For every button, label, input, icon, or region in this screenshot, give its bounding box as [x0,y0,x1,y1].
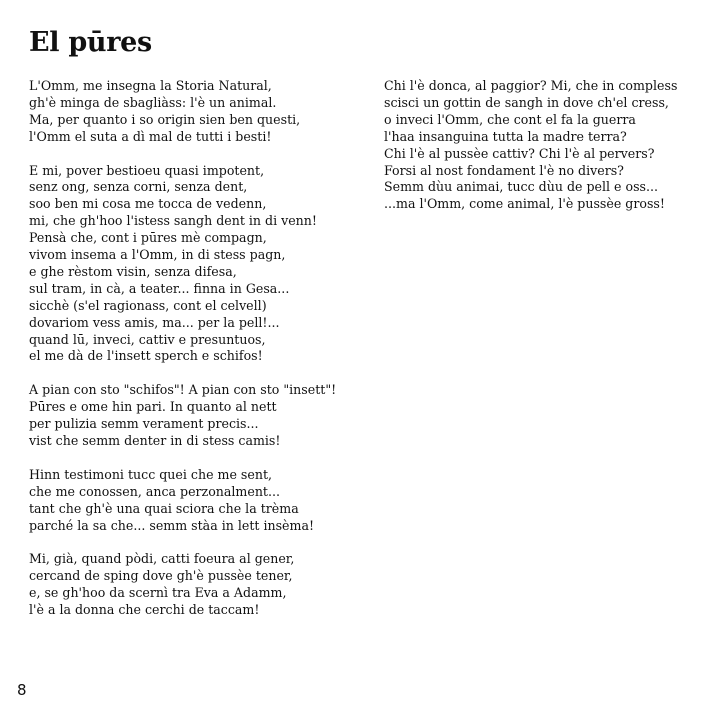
verse-line: e, se gh'hoo da scernì tra Eva a Adamm, [29,585,287,601]
verse-line: mi, che gh'hoo l'istess sangh dent in di venn! [29,213,317,229]
stanza [29,382,336,450]
poem-column-left [29,78,336,619]
verse-line: A pian con sto "schifos"! A pian con sto "insett"! [29,382,337,398]
verse-line: l'è a la donna che cerchi de taccam! [29,602,260,618]
verse-line: el me dà de l'insett sperch e schifos! [29,348,263,364]
verse-line: soo ben mi cosa me tocca de vedenn, [29,196,267,212]
verse-line: Chi l'è al pussèe cattiv? Chi l'è al pervers? [384,145,655,161]
verse-line: per pulizia semm verament precis... [29,416,259,432]
page-number: 8 [17,681,27,699]
verse-line: e ghe rèstom visin, senza difesa, [29,263,237,279]
verse-line: Ma, per quanto i so origin sien ben questi, [29,111,301,127]
verse-line: senz ong, senza corni, senza dent, [29,179,248,195]
poem-column-right [384,78,677,213]
verse-line: Pensà che, cont i pūres mè compagn, [29,230,267,246]
verse-line: parché la sa che... semm stàa in lett insèma! [29,517,315,533]
verse-line: Pūres e ome hin pari. In quanto al nett [29,399,277,415]
stanza [384,78,677,213]
stanza [29,78,336,146]
verse-line: Forsi al nost fondament l'è no divers? [384,162,624,178]
poem-title: El pūres [29,27,152,58]
verse-line: o inveci l'Omm, che cont el fa la guerra [384,111,636,127]
verse-line: scisci un gottin de sangh in dove ch'el cress, [384,94,669,110]
stanza [29,551,336,619]
stanza [29,163,336,366]
verse-line: Chi l'è donca, al paggior? Mi, che in compless [384,78,678,93]
verse-line: sul tram, in cà, a teater... finna in Gesa... [29,280,290,296]
verse-line: vivom insema a l'Omm, in di stess pagn, [29,247,286,263]
verse-line: Mi, già, quand pòdi, catti foeura al gener, [29,551,295,567]
verse-line: L'Omm, me insegna la Storia Natural, [29,78,272,93]
verse-line: l'haa insanguina tutta la madre terra? [384,128,627,144]
verse-line: Hinn testimoni tucc quei che me sent, [29,466,273,482]
verse-line: tant che gh'è una quai sciora che la trèma [29,500,299,516]
verse-line: Semm dùu animai, tucc dùu de pell e oss... [384,179,659,195]
verse-line: ...ma l'Omm, come animal, l'è pussèe gross! [384,196,665,212]
verse-line: E mi, pover bestioeu quasi impotent, [29,162,265,178]
verse-line: quand lū, inveci, cattiv e presuntuos, [29,331,266,347]
verse-line: dovariom vess amis, ma... per la pell!... [29,314,280,330]
verse-line: che me conossen, anca perzonalment... [29,483,281,499]
verse-line: sicchè (s'el ragionass, cont el celvell) [29,297,267,313]
verse-line: l'Omm el suta a dì mal de tutti i besti! [29,128,272,144]
verse-line: gh'è minga de sbagliàss: l'è un animal. [29,94,277,110]
verse-line: cercand de sping dove gh'è pussèe tener, [29,568,293,584]
stanza [29,467,336,535]
verse-line: vist che semm denter in di stess camis! [29,433,281,448]
